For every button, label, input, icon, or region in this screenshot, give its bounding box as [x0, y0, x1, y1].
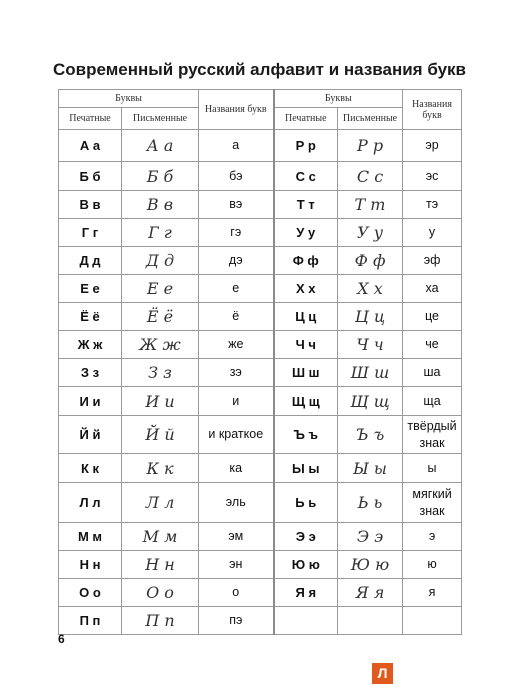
table-row	[59, 275, 462, 303]
printed-letter-right: Ы ы	[274, 454, 338, 483]
letter-name-right: эс	[403, 162, 462, 191]
printed-letter-left: Г г	[59, 219, 122, 247]
header-letters-right: Буквы	[274, 90, 403, 108]
header-written-left: Письменные	[122, 108, 199, 130]
table-row	[59, 331, 462, 359]
letter-name-right: твёрдый знак	[403, 416, 462, 454]
printed-letter-left: Ж ж	[59, 331, 122, 359]
written-letter-right: Э э	[338, 523, 403, 551]
written-letter-left: Л л	[122, 483, 199, 523]
printed-letter-left: Д д	[59, 247, 122, 275]
letter-name-left: дэ	[199, 247, 274, 275]
written-letter-right: Щ щ	[338, 387, 403, 416]
written-letter-left: Ж ж	[122, 331, 199, 359]
header-printed-right: Печатные	[274, 108, 338, 130]
printed-letter-right: Х х	[274, 275, 338, 303]
letter-name-right: тэ	[403, 191, 462, 219]
table-row	[59, 483, 462, 523]
header-written-right: Письменные	[338, 108, 403, 130]
printed-letter-right: Р р	[274, 130, 338, 162]
table-row	[59, 359, 462, 387]
printed-letter-right	[274, 607, 338, 635]
written-letter-left: М м	[122, 523, 199, 551]
letter-name-right: э	[403, 523, 462, 551]
header-printed-left: Печатные	[59, 108, 122, 130]
printed-letter-left: А а	[59, 130, 122, 162]
printed-letter-right: Ц ц	[274, 303, 338, 331]
letter-name-left: е	[199, 275, 274, 303]
written-letter-left: И и	[122, 387, 199, 416]
written-letter-right: Р р	[338, 130, 403, 162]
written-letter-left: К к	[122, 454, 199, 483]
letter-name-right: ша	[403, 359, 462, 387]
table-row	[59, 579, 462, 607]
written-letter-right: У у	[338, 219, 403, 247]
written-letter-left: Н н	[122, 551, 199, 579]
letter-name-right: ы	[403, 454, 462, 483]
printed-letter-right: Т т	[274, 191, 338, 219]
letter-name-left: бэ	[199, 162, 274, 191]
written-letter-right: Я я	[338, 579, 403, 607]
letter-name-right: мягкий знак	[403, 483, 462, 523]
letter-name-left: вэ	[199, 191, 274, 219]
printed-letter-right: Щ щ	[274, 387, 338, 416]
printed-letter-right: Ъ ъ	[274, 416, 338, 454]
letter-name-right: у	[403, 219, 462, 247]
letter-name-left: и краткое	[199, 416, 274, 454]
printed-letter-left: З з	[59, 359, 122, 387]
printed-letter-left: Н н	[59, 551, 122, 579]
written-letter-right: Ь ь	[338, 483, 403, 523]
written-letter-left: А а	[122, 130, 199, 162]
printed-letter-right: Ф ф	[274, 247, 338, 275]
written-letter-right: Ц ц	[338, 303, 403, 331]
printed-letter-left: П п	[59, 607, 122, 635]
letter-name-right	[403, 607, 462, 635]
printed-letter-left: Л л	[59, 483, 122, 523]
table-row	[59, 551, 462, 579]
table-row	[59, 454, 462, 483]
written-letter-left: В в	[122, 191, 199, 219]
written-letter-left: Ё ё	[122, 303, 199, 331]
letter-name-left: о	[199, 579, 274, 607]
letter-name-left: эн	[199, 551, 274, 579]
printed-letter-left: Б б	[59, 162, 122, 191]
letter-name-left: а	[199, 130, 274, 162]
letter-name-left: гэ	[199, 219, 274, 247]
letter-name-left: же	[199, 331, 274, 359]
printed-letter-left: Е е	[59, 275, 122, 303]
written-letter-left: О о	[122, 579, 199, 607]
letter-name-left: ка	[199, 454, 274, 483]
letter-name-left: эль	[199, 483, 274, 523]
letter-name-right: эф	[403, 247, 462, 275]
printed-letter-left: И и	[59, 387, 122, 416]
printed-letter-right: С с	[274, 162, 338, 191]
written-letter-right	[338, 607, 403, 635]
written-letter-left: З з	[122, 359, 199, 387]
printed-letter-left: К к	[59, 454, 122, 483]
written-letter-left: П п	[122, 607, 199, 635]
header-letters-left: Буквы	[59, 90, 199, 108]
printed-letter-left: Й й	[59, 416, 122, 454]
table-row	[59, 303, 462, 331]
letter-name-right: че	[403, 331, 462, 359]
printed-letter-right: Ш ш	[274, 359, 338, 387]
header-names-left: Названия букв	[199, 90, 274, 130]
written-letter-right: Ъ ъ	[338, 416, 403, 454]
written-letter-left: Е е	[122, 275, 199, 303]
letter-name-left: зэ	[199, 359, 274, 387]
letter-name-right: эр	[403, 130, 462, 162]
page-title: Современный русский алфавит и названия букв	[52, 60, 467, 79]
alphabet-table	[58, 89, 462, 635]
written-letter-right: Т т	[338, 191, 403, 219]
table-row	[59, 247, 462, 275]
letter-name-left: и	[199, 387, 274, 416]
publisher-logo[interactable]: Л	[372, 663, 393, 684]
table-row	[59, 416, 462, 454]
header-names-right: Названия букв	[403, 90, 462, 130]
table-row	[59, 607, 462, 635]
written-letter-right: Ш ш	[338, 359, 403, 387]
printed-letter-right: Ю ю	[274, 551, 338, 579]
written-letter-left: Й й	[122, 416, 199, 454]
alphabet-rows	[59, 130, 462, 635]
printed-letter-right: Э э	[274, 523, 338, 551]
table-row	[59, 191, 462, 219]
letter-name-right: ю	[403, 551, 462, 579]
written-letter-right: С с	[338, 162, 403, 191]
written-letter-left: Д д	[122, 247, 199, 275]
printed-letter-left: М м	[59, 523, 122, 551]
written-letter-right: Ы ы	[338, 454, 403, 483]
letter-name-left: эм	[199, 523, 274, 551]
printed-letter-left: О о	[59, 579, 122, 607]
table-row	[59, 387, 462, 416]
letter-name-left: ё	[199, 303, 274, 331]
written-letter-right: Ф ф	[338, 247, 403, 275]
table-row	[59, 523, 462, 551]
printed-letter-left: Ё ё	[59, 303, 122, 331]
printed-letter-right: Ч ч	[274, 331, 338, 359]
letter-name-right: це	[403, 303, 462, 331]
written-letter-left: Г г	[122, 219, 199, 247]
printed-letter-left: В в	[59, 191, 122, 219]
letter-name-right: ща	[403, 387, 462, 416]
table-row	[59, 162, 462, 191]
page-number: 6	[58, 632, 65, 646]
letter-name-right: я	[403, 579, 462, 607]
written-letter-right: Х х	[338, 275, 403, 303]
printed-letter-right: У у	[274, 219, 338, 247]
letter-name-right: ха	[403, 275, 462, 303]
table-row	[59, 130, 462, 162]
letter-name-left: пэ	[199, 607, 274, 635]
written-letter-left: Б б	[122, 162, 199, 191]
printed-letter-right: Ь ь	[274, 483, 338, 523]
table-row	[59, 219, 462, 247]
written-letter-right: Ч ч	[338, 331, 403, 359]
printed-letter-right: Я я	[274, 579, 338, 607]
written-letter-right: Ю ю	[338, 551, 403, 579]
